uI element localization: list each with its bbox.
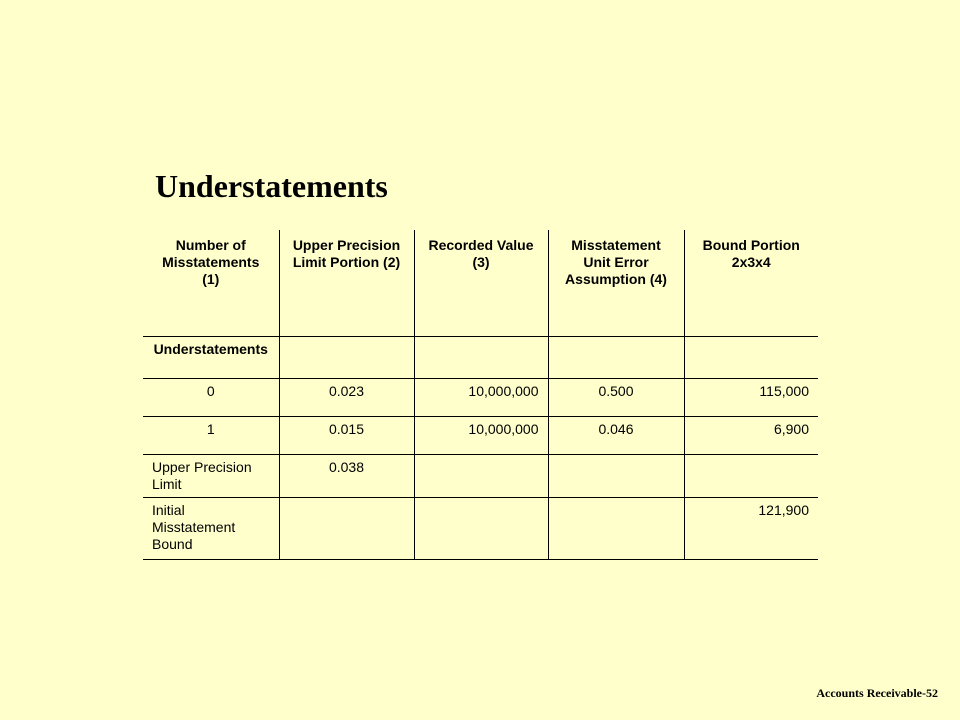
understatements-table	[143, 230, 818, 560]
bound-portion-cell: 6,900	[684, 416, 818, 454]
table-row	[143, 416, 818, 454]
recorded-value-cell: 10,000,000	[414, 416, 548, 454]
empty-cell	[279, 497, 414, 559]
empty-cell	[279, 336, 414, 378]
upl-portion-cell: 0.023	[279, 378, 414, 416]
header-row	[143, 230, 818, 336]
slide-footer: Accounts Receivable-52	[816, 686, 938, 700]
header-bound-portion: Bound Portion 2x3x4	[684, 230, 818, 336]
initial-bound-value: 121,900	[684, 497, 818, 559]
empty-cell	[548, 454, 684, 497]
bound-portion-cell: 115,000	[684, 378, 818, 416]
empty-cell	[684, 336, 818, 378]
empty-cell	[414, 454, 548, 497]
header-recorded-value: Recorded Value (3)	[414, 230, 548, 336]
empty-cell	[684, 454, 818, 497]
initial-bound-row	[143, 497, 818, 559]
header-upper-precision-limit-portion: Upper Precision Limit Portion (2)	[279, 230, 414, 336]
empty-cell	[414, 336, 548, 378]
unit-error-cell: 0.500	[548, 378, 684, 416]
misstatement-count-cell: 0	[143, 378, 279, 416]
header-unit-error-assumption: Misstatement Unit Error Assumption (4)	[548, 230, 684, 336]
slide-title: Understatements	[155, 168, 388, 204]
section-row	[143, 336, 818, 378]
recorded-value-cell: 10,000,000	[414, 378, 548, 416]
upper-precision-limit-row	[143, 454, 818, 497]
misstatement-count-cell: 1	[143, 416, 279, 454]
unit-error-cell: 0.046	[548, 416, 684, 454]
empty-cell	[548, 497, 684, 559]
section-label: Understatements	[143, 336, 279, 378]
upl-total-cell: 0.038	[279, 454, 414, 497]
header-number-of-misstatements: Number of Misstatements (1)	[143, 230, 279, 336]
upl-portion-cell: 0.015	[279, 416, 414, 454]
empty-cell	[414, 497, 548, 559]
initial-bound-label: Initial Misstatement Bound	[143, 497, 279, 559]
table-row	[143, 378, 818, 416]
upl-label: Upper Precision Limit	[143, 454, 279, 497]
empty-cell	[548, 336, 684, 378]
